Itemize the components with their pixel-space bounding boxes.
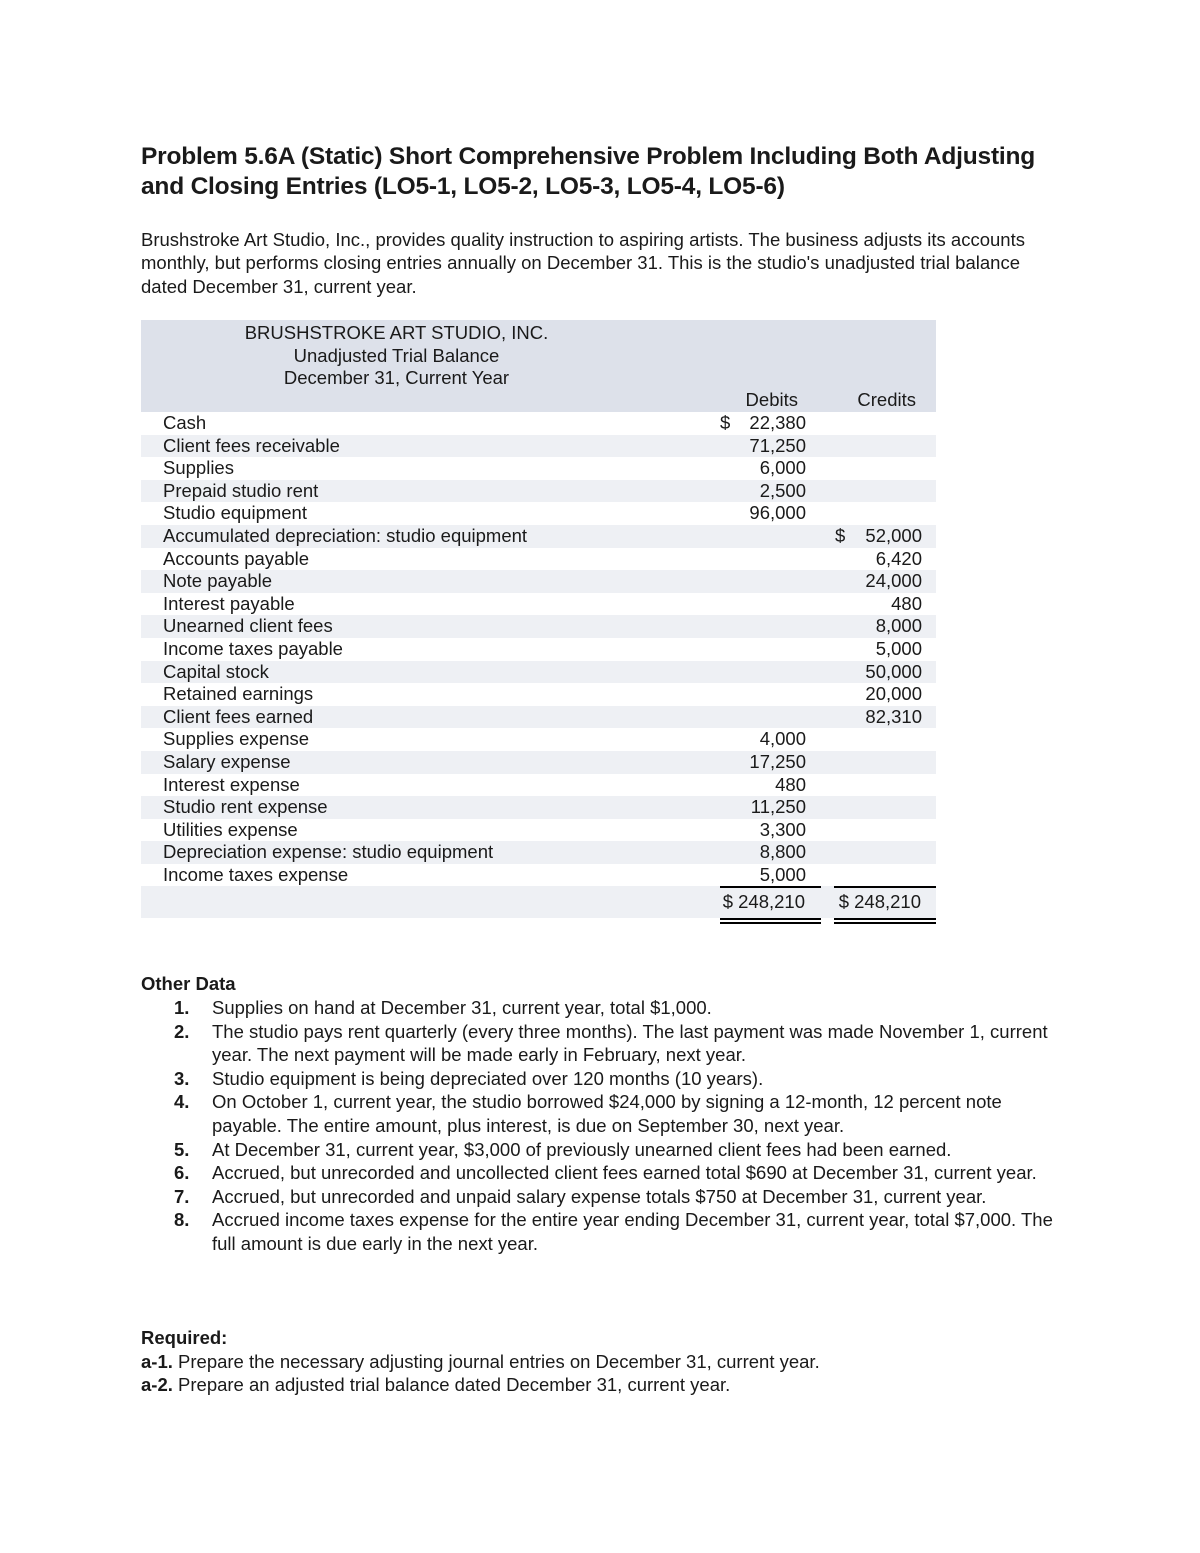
account-name: Client fees earned [163, 705, 314, 727]
item-text: At December 31, current year, $3,000 of previously unearned client fees had been earned. [212, 1138, 952, 1160]
debit-amount: 8,800 [759, 841, 806, 863]
table-row [141, 615, 936, 638]
account-name: Retained earnings [163, 683, 314, 705]
credit-amount: 24,000 [865, 570, 922, 592]
item-number: 2. [174, 1020, 190, 1042]
table-row [141, 570, 936, 593]
account-name: Supplies [163, 457, 234, 479]
debit-amount: 3,300 [759, 818, 806, 840]
other-data-section [141, 972, 1061, 1256]
item-text: Accrued income taxes expense for the entire year ending December 31, current year, total $7,000. The full amount is due early in the next year. [212, 1209, 1053, 1254]
credit-dollar-sign: $ [835, 524, 846, 546]
debit-amount: 22,380 [749, 412, 806, 433]
credit-amount: 5,000 [875, 637, 922, 659]
account-name: Depreciation expense: studio equipment [163, 841, 494, 863]
table-row [141, 638, 936, 661]
required-label: a-2. [141, 1374, 173, 1396]
table-row [141, 728, 936, 751]
credit-amount: 8,000 [875, 615, 922, 637]
item-number: 1. [174, 997, 190, 1018]
account-name: Note payable [163, 570, 273, 592]
item-text: On October 1, current year, the studio borrowed $24,000 by signing a 12-month, 12 percent note payable. The entire amount, plus interest, is due on September 30, next year. [212, 1091, 1002, 1136]
item-text: Accrued, but unrecorded and unpaid salary expense totals $750 at December 31, current year. [212, 1185, 987, 1207]
account-name: Income taxes payable [163, 637, 343, 659]
required-section [141, 1326, 1061, 1397]
other-data-heading: Other Data [141, 973, 236, 994]
credit-double-rule-2 [834, 922, 936, 924]
debit-amount: 6,000 [759, 457, 806, 479]
account-name: Studio rent expense [163, 796, 328, 818]
debit-amount: 4,000 [759, 728, 806, 750]
list-item [141, 1161, 1061, 1185]
credit-total: $ 248,210 [838, 890, 921, 912]
account-name: Accumulated depreciation: studio equipment [163, 524, 528, 546]
table-row [141, 480, 936, 503]
list-item [141, 1090, 1061, 1137]
required-list [141, 1350, 1061, 1397]
account-name: Unearned client fees [163, 615, 333, 637]
required-label: a-1. [141, 1350, 173, 1372]
table-row [141, 864, 936, 886]
required-heading: Required: [141, 1327, 228, 1348]
debit-amount: 71,250 [749, 434, 806, 456]
account-name: Salary expense [163, 750, 291, 772]
item-number: 6. [174, 1162, 190, 1184]
problem-header [141, 142, 1061, 298]
item-text: The studio pays rent quarterly (every three months). The last payment was made November 1, current year. The next payment will be made early in February, next year. [212, 1020, 1048, 1066]
credit-amount: 50,000 [865, 660, 922, 682]
required-item [141, 1350, 1061, 1374]
account-name: Interest expense [163, 773, 300, 795]
trial-balance-header [141, 320, 936, 412]
table-row [141, 819, 936, 842]
credit-amount: 52,000 [865, 524, 922, 546]
debit-amount: 17,250 [749, 750, 806, 772]
item-number: 5. [174, 1138, 190, 1160]
table-row [141, 796, 936, 819]
debit-amount: 11,250 [750, 796, 806, 818]
list-item [141, 1138, 1061, 1162]
debit-total: $ 248,210 [722, 890, 805, 912]
item-text: Supplies on hand at December 31, current year, total $1,000. [212, 997, 712, 1018]
credits-header: Credits [857, 389, 916, 411]
table-row [141, 751, 936, 774]
list-item [141, 996, 1061, 1020]
debit-amount: 5,000 [759, 863, 806, 885]
table-row [141, 548, 936, 571]
item-text: Accrued, but unrecorded and uncollected client fees earned total $690 at December 31, current year. [212, 1162, 1037, 1184]
company-name: BRUSHSTROKE ART STUDIO, INC. [244, 322, 549, 343]
table-row [141, 502, 936, 525]
account-name: Client fees receivable [163, 434, 340, 456]
debit-amount: 480 [775, 773, 806, 795]
account-name: Utilities expense [163, 818, 298, 840]
table-row [141, 841, 936, 864]
trial-balance-table [141, 320, 936, 926]
table-row [141, 412, 936, 435]
item-number: 7. [174, 1185, 190, 1207]
statement-date: December 31, Current Year [283, 367, 510, 389]
table-row [141, 593, 936, 616]
debit-amount: 2,500 [759, 479, 806, 501]
item-number: 3. [174, 1067, 190, 1089]
debit-dollar-sign: $ [720, 412, 731, 433]
table-row [141, 774, 936, 797]
table-row [141, 683, 936, 706]
account-name: Cash [163, 412, 207, 433]
credit-amount: 6,420 [875, 547, 922, 569]
list-item [141, 1185, 1061, 1209]
credit-double-rule-1 [834, 918, 936, 920]
account-name: Income taxes expense [163, 863, 349, 885]
account-name: Accounts payable [163, 547, 310, 569]
required-text: Prepare an adjusted trial balance dated December 31, current year. [172, 1374, 731, 1396]
debit-amount: 96,000 [749, 502, 806, 524]
table-row [141, 525, 936, 548]
table-row [141, 457, 936, 480]
credit-amount: 82,310 [865, 705, 922, 727]
table-row [141, 661, 936, 684]
totals-row [141, 886, 936, 918]
account-name: Studio equipment [163, 502, 307, 524]
problem-intro: Brushstroke Art Studio, Inc., provides quality instruction to aspiring artists. The business adjusts its accounts monthly, but performs closing entries annually on December 31. This is the studio's unadjusted trial balance dated December 31, current year. [141, 229, 1025, 297]
debit-double-rule-1 [720, 918, 821, 920]
required-text: Prepare the necessary adjusting journal entries on December 31, current year. [172, 1350, 820, 1372]
account-name: Capital stock [163, 660, 269, 682]
list-item [141, 1067, 1061, 1091]
account-name: Interest payable [163, 592, 295, 614]
credit-amount: 480 [891, 592, 922, 614]
credit-amount: 20,000 [865, 683, 922, 705]
list-item [141, 1208, 1061, 1255]
item-text: Studio equipment is being depreciated over 120 months (10 years). [212, 1067, 764, 1089]
debits-header: Debits [745, 389, 798, 411]
account-name: Prepaid studio rent [163, 479, 319, 501]
debit-double-rule-2 [720, 922, 821, 924]
problem-title: Problem 5.6A (Static) Short Comprehensive Problem Including Both Adjusting and Closing Entries (LO5-1, LO5-2, LO5-3, LO5-4, LO5-6) [141, 143, 1036, 200]
list-item [141, 1020, 1061, 1067]
statement-name: Unadjusted Trial Balance [293, 344, 500, 366]
trial-balance-rows [141, 412, 936, 886]
item-number: 8. [174, 1209, 190, 1231]
table-row [141, 435, 936, 458]
item-number: 4. [174, 1091, 190, 1113]
required-item [141, 1373, 1061, 1397]
other-data-list [141, 996, 1061, 1256]
account-name: Supplies expense [163, 728, 310, 750]
table-row [141, 706, 936, 729]
